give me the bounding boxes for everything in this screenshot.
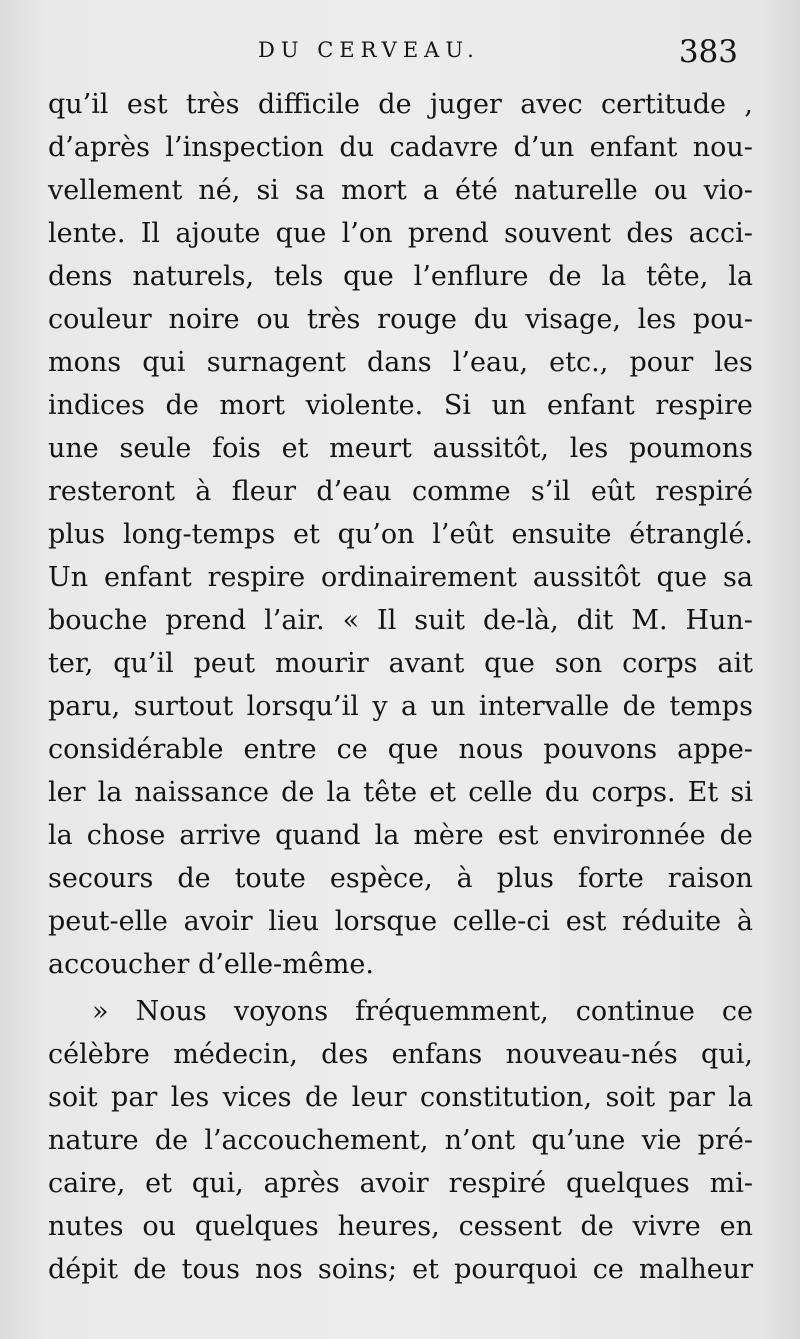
- text-line: considérable entre ce que nous pouvons appe-: [48, 734, 753, 765]
- text-line: bouche prend l’air. « Il suit de-là, dit M. Hun-: [48, 605, 753, 636]
- text-line: plus long-temps et qu’on l’eût ensuite étranglé.: [48, 519, 753, 550]
- page-header: [48, 34, 748, 74]
- text-line: nutes ou quelques heures, cessent de vivre en: [48, 1211, 753, 1242]
- text-line: vellement né, si sa mort a été naturelle ou vio-: [48, 175, 753, 206]
- text-line: la chose arrive quand la mère est environnée de: [48, 820, 753, 851]
- page-number: 383: [678, 34, 738, 70]
- paragraph-start-line: » Nous voyons fréquemment, continue ce: [92, 996, 753, 1027]
- text-line: ler la naissance de la tête et celle du corps. Et si: [48, 777, 753, 808]
- text-line: lente. Il ajoute que l’on prend souvent des acci-: [48, 218, 753, 249]
- text-line: d’après l’inspection du cadavre d’un enfant nou-: [48, 132, 753, 163]
- text-line: une seule fois et meurt aussitôt, les poumons: [48, 433, 753, 464]
- text-line: indices de mort violente. Si un enfant respire: [48, 390, 753, 421]
- text-line: mons qui surnagent dans l’eau, etc., pour les: [48, 347, 753, 378]
- paragraph-end-line: accoucher d’elle-même.: [48, 949, 374, 980]
- text-line: dens naturels, tels que l’enflure de la tête, la: [48, 261, 753, 292]
- text-line: paru, surtout lorsqu’il y a un intervalle de temps: [48, 691, 753, 722]
- text-line: qu’il est très difficile de juger avec certitude ,: [48, 89, 753, 120]
- text-line: resteront à fleur d’eau comme s’il eût respiré: [48, 476, 753, 507]
- body-text: [48, 83, 753, 1291]
- text-line: ter, qu’il peut mourir avant que son corps ait: [48, 648, 753, 679]
- text-line: caire, et qui, après avoir respiré quelques mi-: [48, 1168, 753, 1199]
- text-line: nature de l’accouchement, n’ont qu’une vie pré-: [48, 1125, 753, 1156]
- text-line: célèbre médecin, des enfans nouveau-nés qui,: [48, 1039, 753, 1070]
- text-line: peut-elle avoir lieu lorsque celle-ci est réduite à: [48, 906, 753, 937]
- text-line: Un enfant respire ordinairement aussitôt que sa: [48, 562, 753, 593]
- text-line: soit par les vices de leur constitution, soit par la: [48, 1082, 753, 1113]
- running-title: DU CERVEAU.: [258, 38, 480, 62]
- text-line: couleur noire ou très rouge du visage, les pou-: [48, 304, 753, 335]
- text-line: secours de toute espèce, à plus forte raison: [48, 863, 753, 894]
- text-line: dépit de tous nos soins; et pourquoi ce malheur: [48, 1254, 753, 1285]
